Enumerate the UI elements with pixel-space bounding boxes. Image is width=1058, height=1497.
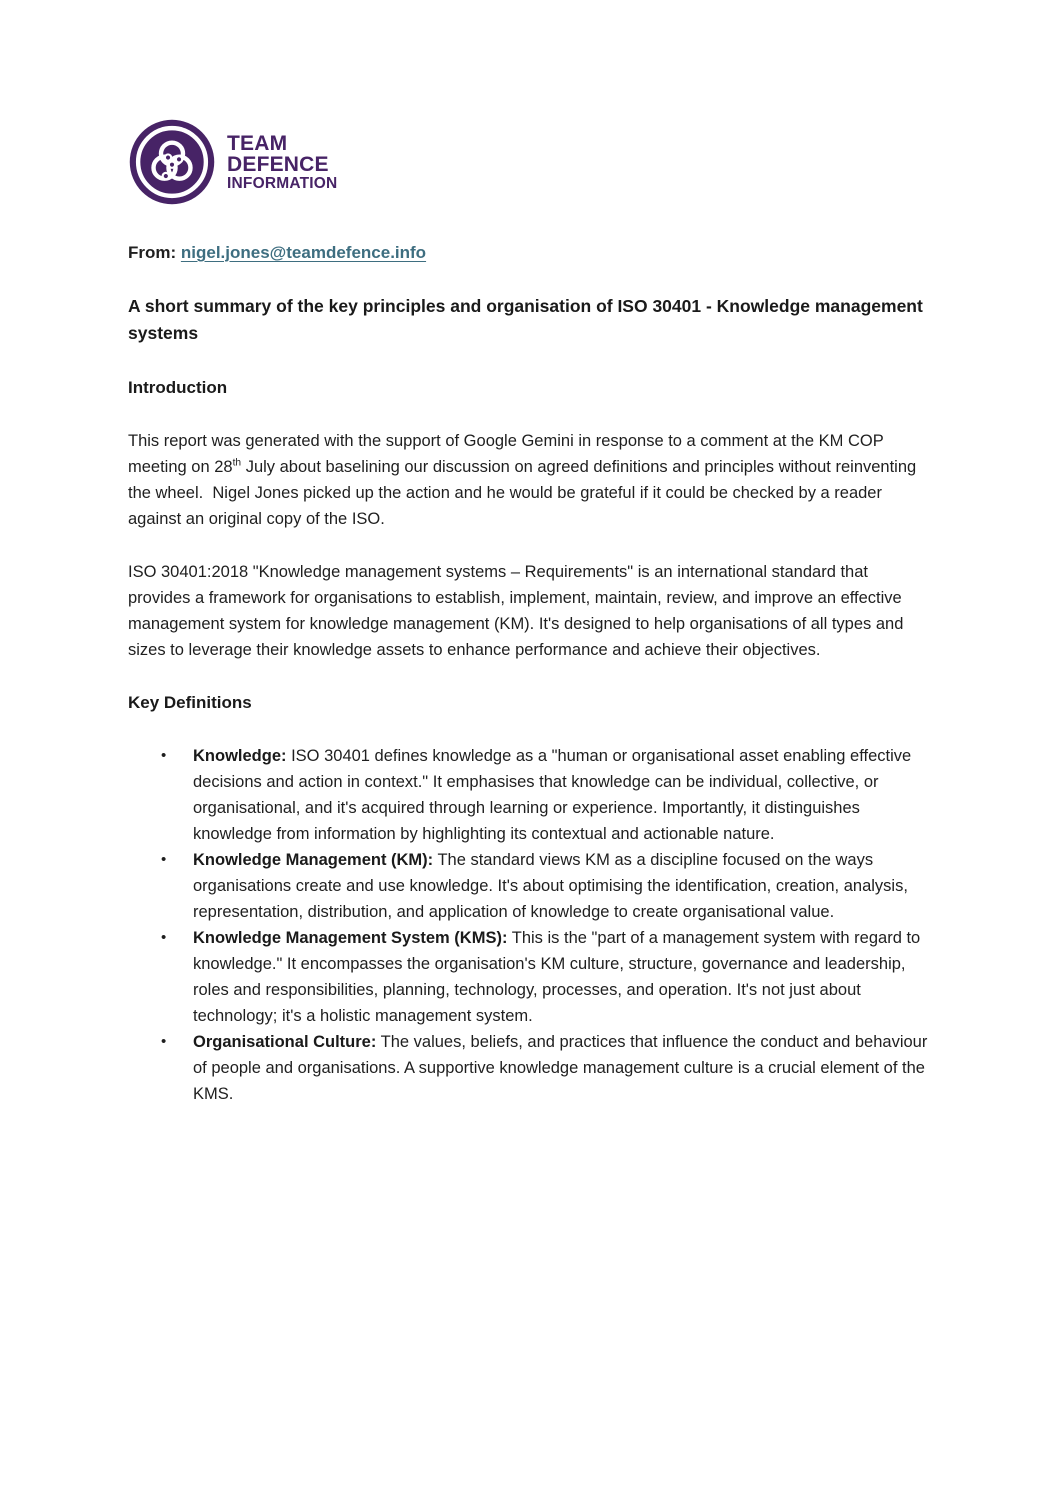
list-item: [161, 1029, 930, 1107]
introduction-paragraph-2: ISO 30401:2018 "Knowledge management systems – Requirements" is an international standard that provides a framework for organisations to establish, implement, maintain, review, and improve an effective management system for knowledge management (KM). It's designed to help organisations of all types and sizes to leverage their knowledge assets to enhance performance and achieve their objectives.: [128, 563, 908, 659]
list-item: [161, 847, 930, 925]
key-definitions-heading: Key Definitions: [128, 693, 252, 712]
brand-line-defence: DEFENCE: [227, 152, 329, 176]
brand-line-team: TEAM: [227, 131, 288, 155]
list-item-body: [193, 925, 930, 1029]
bullet-icon: •: [161, 747, 167, 764]
definition-term: Knowledge:: [193, 747, 287, 765]
email-link[interactable]: nigel.jones@teamdefence.info: [180, 243, 427, 262]
definition-text: The values, beliefs, and practices that influence the conduct and behaviour of people and organisations. A supportive knowledge management culture is a crucial element of the KMS.: [193, 1033, 932, 1103]
definition-text: The standard views KM as a discipline focused on the ways organisations create and use knowledge. It's about optimising the identification, creation, analysis, representation, distribution, and application of knowledge to create organisational value.: [193, 851, 913, 921]
definition-term: Knowledge Management (KM):: [193, 851, 434, 869]
list-item-body: [193, 743, 930, 847]
key-definitions-list: [128, 743, 930, 1107]
bullet-icon: •: [161, 929, 167, 946]
bullet-icon: •: [161, 851, 167, 868]
ordinal-superscript: th: [232, 457, 242, 469]
triquetra-knot-icon: [128, 118, 216, 206]
from-label: From:: [128, 243, 181, 262]
list-item-body: [193, 1029, 930, 1107]
brand-line-information: INFORMATION: [227, 174, 338, 192]
list-item: [161, 925, 930, 1029]
para1-text-after: July about baselining our discussion on agreed definitions and principles without reinventing the wheel. Nigel Jones picked up the action and he would be grateful if it could be checked by a reader against an original copy of the ISO.: [128, 458, 921, 528]
definition-term: Organisational Culture:: [193, 1033, 377, 1051]
list-item-body: [193, 847, 930, 925]
introduction-paragraph-1: [128, 428, 930, 532]
document-title: A short summary of the key principles and organisation of ISO 30401 - Knowledge management systems: [128, 296, 923, 343]
bullet-icon: •: [161, 1033, 167, 1050]
definition-text: This is the "part of a management system with regard to knowledge." It encompasses the organisation's KM culture, structure, governance and leadership, roles and responsibilities, planning, technology, processes, and operation. It's not just about technology; it's a holistic management system.: [193, 929, 925, 1025]
brand-wordmark: [227, 133, 337, 192]
introduction-heading: Introduction: [128, 378, 228, 397]
team-defence-logo: [128, 118, 930, 206]
list-item: [161, 743, 930, 847]
para1-text-before: This report was generated with the support of Google Gemini in response to a comment at the KM COP meeting on 28: [128, 432, 889, 476]
definition-term: Knowledge Management System (KMS):: [193, 929, 508, 947]
definition-text: ISO 30401 defines knowledge as a "human or organisational asset enabling effective decisions and action in context." It emphasises that knowledge can be individual, collective, or organisational, and it's acquired through learning or experience. Importantly, it distinguishes knowledge from information by highlighting its contextual and actionable nature.: [193, 747, 916, 843]
from-line: [128, 240, 930, 266]
